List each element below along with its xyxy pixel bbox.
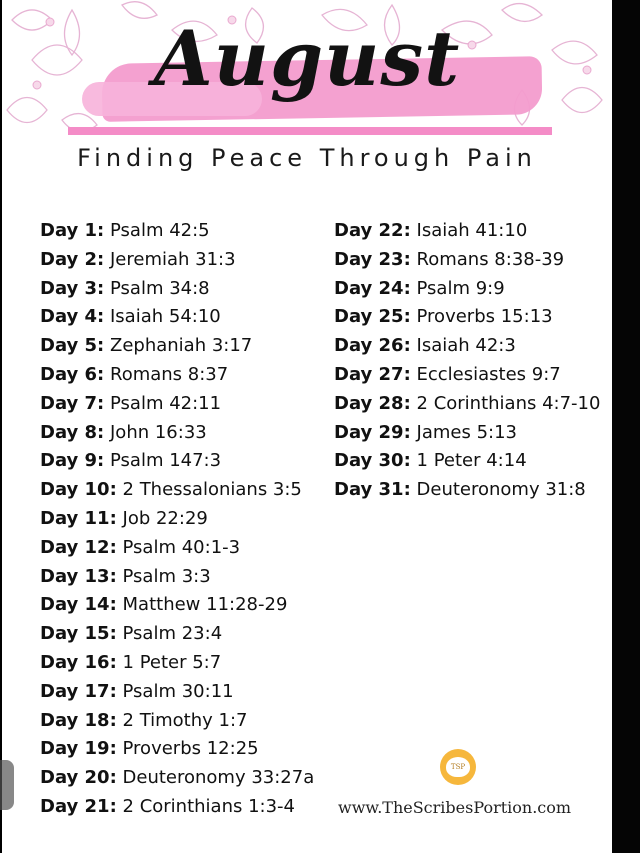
list-item [40, 534, 314, 563]
day-label: Day 13: [40, 565, 117, 587]
day-label: Day 1: [40, 220, 105, 241]
day-label: Day 6: [40, 363, 105, 385]
reading-plan-card [2, 0, 612, 853]
list-item [40, 390, 314, 419]
scripture-ref: Zephaniah 3:17 [110, 335, 253, 357]
list-item [40, 303, 314, 332]
scripture-ref: Deuteronomy 33:27a [122, 767, 315, 789]
day-label: Day 17: [40, 680, 117, 702]
list-item [40, 505, 314, 534]
day-label: Day 28: [334, 392, 411, 414]
scripture-ref: Isaiah 42:3 [416, 335, 516, 357]
day-label: Day 15: [40, 623, 117, 645]
scripture-ref: Job 22:29 [122, 507, 208, 529]
day-label: Day 21: [40, 795, 117, 817]
day-label: Day 20: [40, 767, 117, 789]
scripture-ref: Isaiah 41:10 [416, 220, 528, 241]
list-item [40, 793, 314, 822]
list-item [40, 217, 314, 246]
scripture-ref: Psalm 42:5 [110, 220, 210, 241]
scripture-ref: James 5:13 [416, 421, 517, 443]
scripture-ref: Psalm 3:3 [122, 565, 211, 587]
scripture-ref: Romans 8:37 [110, 363, 229, 385]
month-title: August [153, 14, 461, 103]
list-item [334, 476, 600, 505]
scripture-ref: 1 Peter 5:7 [122, 651, 222, 673]
day-label: Day 16: [40, 651, 117, 673]
list-item [334, 419, 600, 448]
day-label: Day 29: [334, 421, 411, 443]
scripture-ref: Proverbs 12:25 [122, 738, 259, 760]
list-item [334, 275, 600, 304]
list-item [334, 303, 600, 332]
day-label: Day 10: [40, 479, 117, 501]
scripture-ref: 2 Thessalonians 3:5 [122, 479, 302, 501]
list-item [40, 275, 314, 304]
list-item [40, 707, 314, 736]
day-list-right [334, 217, 600, 505]
day-label: Day 30: [334, 450, 411, 472]
scripture-ref: Romans 8:38-39 [416, 248, 565, 270]
scripture-ref: Psalm 30:11 [122, 680, 234, 702]
day-label: Day 2: [40, 248, 105, 270]
list-item [40, 591, 314, 620]
scripture-ref: Matthew 11:28-29 [122, 594, 288, 616]
list-item [40, 620, 314, 649]
day-label: Day 19: [40, 738, 117, 760]
list-item [40, 678, 314, 707]
plan-subtitle: Finding Peace Through Pain [77, 144, 537, 172]
day-label: Day 22: [334, 220, 411, 241]
day-label: Day 25: [334, 306, 411, 328]
list-item [40, 246, 314, 275]
scripture-ref: Psalm 147:3 [110, 450, 222, 472]
day-label: Day 3: [40, 277, 105, 299]
list-item [40, 361, 314, 390]
list-item [40, 476, 314, 505]
scripture-ref: Psalm 34:8 [110, 277, 210, 299]
day-label: Day 8: [40, 421, 105, 443]
scripture-ref: 2 Corinthians 1:3-4 [122, 795, 296, 817]
scripture-ref: Ecclesiastes 9:7 [416, 363, 561, 385]
day-label: Day 18: [40, 709, 117, 731]
day-list-left [40, 217, 314, 822]
scripture-ref: John 16:33 [110, 421, 207, 443]
list-item [40, 764, 314, 793]
day-label: Day 12: [40, 536, 117, 558]
day-label: Day 14: [40, 594, 117, 616]
title-underline [68, 127, 552, 135]
list-item [334, 361, 600, 390]
logo-text: TSP [446, 757, 470, 777]
list-item [40, 563, 314, 592]
list-item [334, 332, 600, 361]
website-link[interactable]: www.TheScribesPortion.com [338, 798, 572, 817]
list-item [40, 419, 314, 448]
day-label: Day 9: [40, 450, 105, 472]
side-handle [0, 760, 14, 810]
scripture-ref: 2 Timothy 1:7 [122, 709, 248, 731]
scripture-ref: Deuteronomy 31:8 [416, 479, 586, 501]
scripture-ref: 2 Corinthians 4:7-10 [416, 392, 601, 414]
list-item [334, 390, 600, 419]
day-label: Day 11: [40, 507, 117, 529]
day-label: Day 26: [334, 335, 411, 357]
day-label: Day 5: [40, 335, 105, 357]
list-item [334, 217, 600, 246]
scripture-ref: Proverbs 15:13 [416, 306, 553, 328]
day-label: Day 23: [334, 248, 411, 270]
scripture-ref: Psalm 9:9 [416, 277, 505, 299]
heart-logo-icon [440, 749, 476, 785]
scripture-ref: Psalm 40:1-3 [122, 536, 241, 558]
day-label: Day 27: [334, 363, 411, 385]
day-label: Day 4: [40, 306, 105, 328]
list-item [40, 735, 314, 764]
scripture-ref: Jeremiah 31:3 [110, 248, 236, 270]
scripture-ref: Isaiah 54:10 [110, 306, 221, 328]
list-item [334, 447, 600, 476]
list-item [40, 649, 314, 678]
day-label: Day 24: [334, 277, 411, 299]
scripture-ref: Psalm 23:4 [122, 623, 223, 645]
scripture-ref: Psalm 42:11 [110, 392, 222, 414]
letterbox-bar [612, 0, 640, 853]
scripture-ref: 1 Peter 4:14 [416, 450, 527, 472]
day-label: Day 7: [40, 392, 105, 414]
list-item [334, 246, 600, 275]
day-label: Day 31: [334, 479, 411, 501]
list-item [40, 447, 314, 476]
list-item [40, 332, 314, 361]
